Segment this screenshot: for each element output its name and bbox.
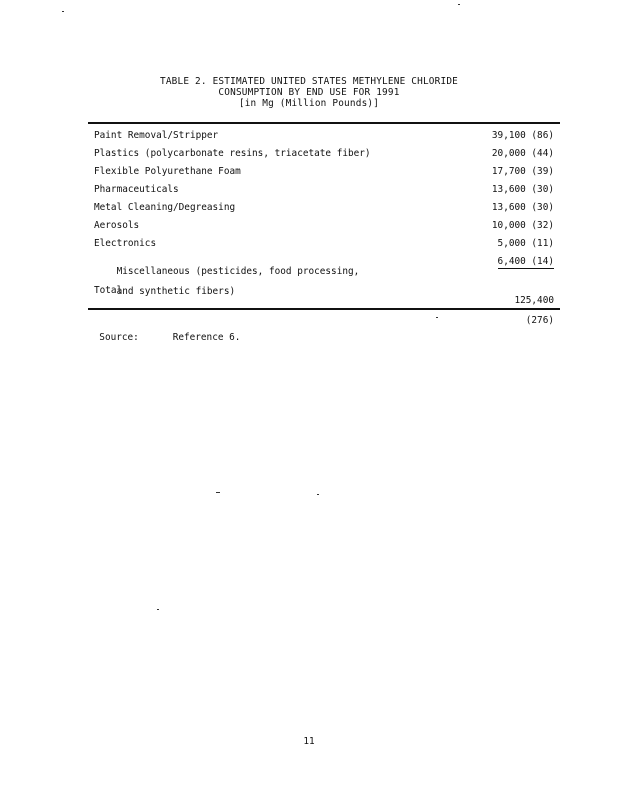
row-value: 5,000 (11) <box>497 238 554 249</box>
row-value: 39,100 (86) <box>491 130 554 141</box>
title-line-3: [in Mg (Million Pounds)] <box>238 98 380 109</box>
table-bottom-rule <box>88 308 560 310</box>
row-label: Pharmaceuticals <box>94 184 179 195</box>
scan-speck <box>216 492 220 493</box>
source-note <box>88 321 240 343</box>
total-value-line-1: 125,400 <box>514 295 554 306</box>
title-line-1: TABLE 2. ESTIMATED UNITED STATES METHYLENE CHLORIDE <box>159 76 459 87</box>
row-label: Metal Cleaning/Degreasing <box>94 202 236 213</box>
total-value <box>492 286 554 336</box>
total-label: Total <box>94 285 123 296</box>
scan-speck <box>62 11 64 12</box>
title-line-2: CONSUMPTION BY END USE FOR 1991 <box>218 87 400 98</box>
source-spacer <box>139 332 173 343</box>
row-label-line-1: Miscellaneous (pesticides, food processing, <box>116 266 360 277</box>
row-value: 13,600 (30) <box>491 202 554 213</box>
scan-speck <box>436 317 438 318</box>
row-value: 17,700 (39) <box>491 166 554 177</box>
total-value-line-2: (276) <box>525 315 554 326</box>
source-text: Reference 6. <box>172 332 241 343</box>
scan-speck <box>317 494 319 495</box>
row-value: 6,400 (14) <box>497 256 554 267</box>
row-label: Aerosols <box>94 220 140 231</box>
row-label-line-2: and synthetic fibers) <box>116 286 236 297</box>
scan-speck <box>157 609 159 610</box>
table-row-total <box>94 285 554 326</box>
table-top-rule <box>88 122 560 124</box>
scan-speck <box>458 4 460 5</box>
source-label: Source: <box>99 332 139 343</box>
row-label: Paint Removal/Stripper <box>94 130 219 141</box>
row-label: Plastics (polycarbonate resins, triacetate fiber) <box>94 148 371 159</box>
row-value: 13,600 (30) <box>491 184 554 195</box>
row-label: Electronics <box>94 238 157 249</box>
page-number: 11 <box>303 736 315 747</box>
row-value: 10,000 (32) <box>491 220 554 231</box>
row-value: 20,000 (44) <box>491 148 554 159</box>
row-label: Flexible Polyurethane Foam <box>94 166 241 177</box>
table-title <box>0 76 618 109</box>
